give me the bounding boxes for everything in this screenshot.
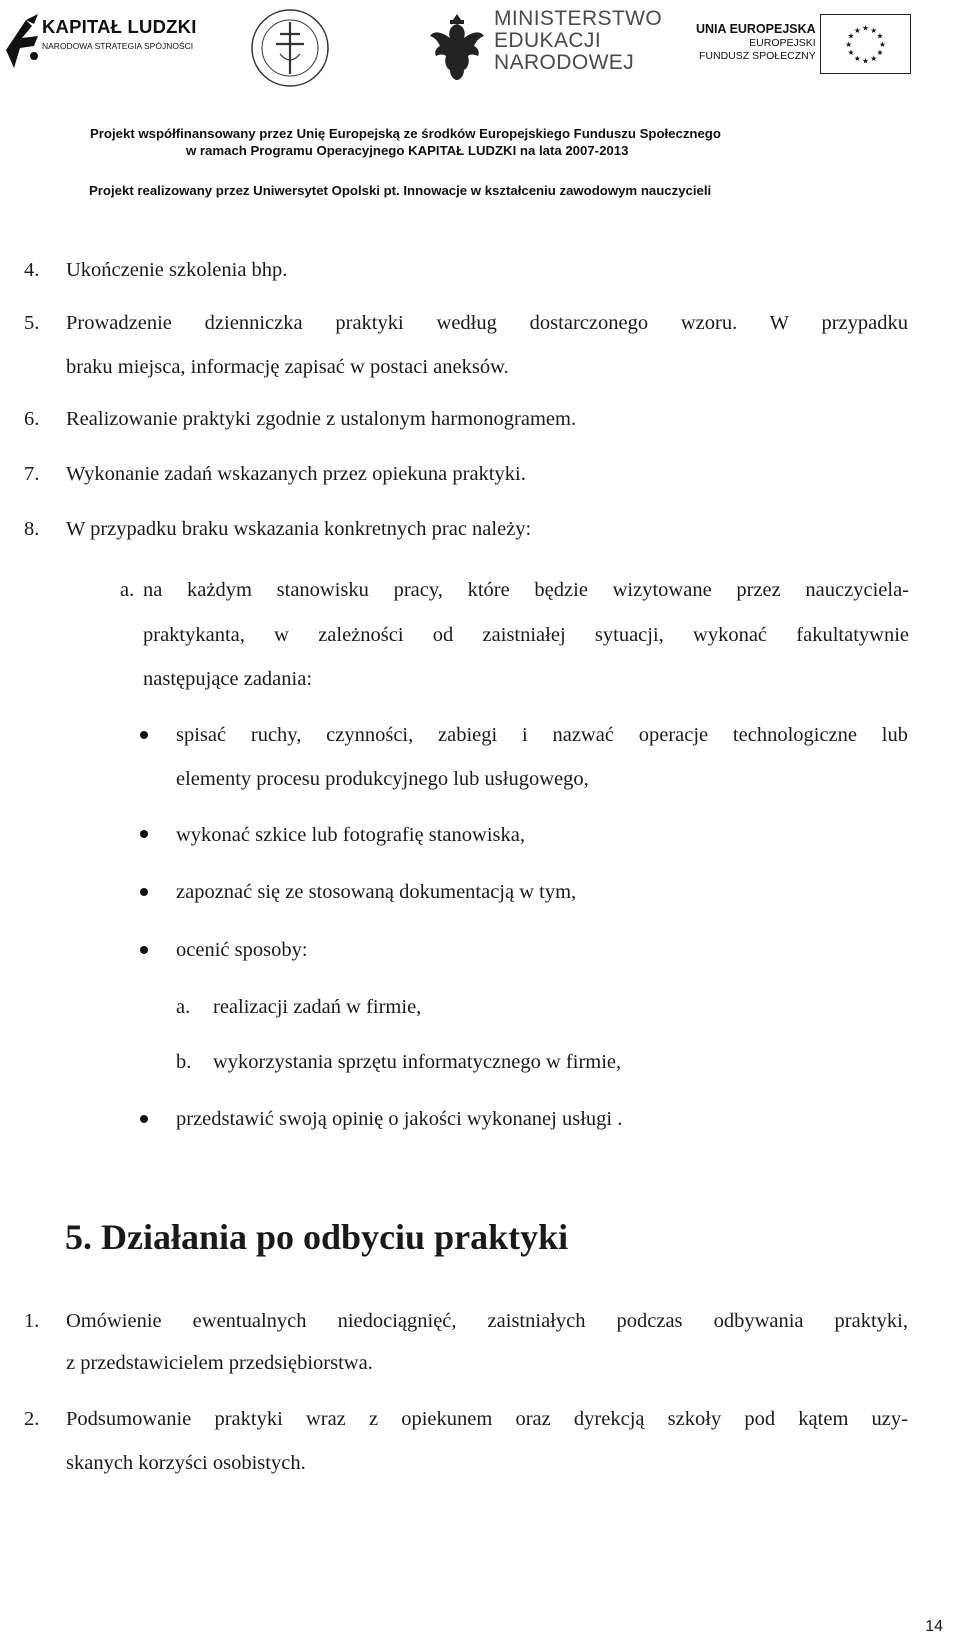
polish-eagle-emblem-icon <box>428 10 486 82</box>
eu-line: FUNDUSZ SPOŁECZNY <box>699 50 816 62</box>
list-item-text: z przedstawicielem przedsiębiorstwa. <box>66 1352 373 1374</box>
eu-line: UNIA EUROPEJSKA <box>696 22 816 36</box>
project-statement-line: Projekt realizowany przez Uniwersytet Opolski pt. Innowacje w kształceniu zawodowym nauczycieli <box>89 183 712 198</box>
sub-item-text: następujące zadania: <box>143 668 313 690</box>
list-number: 1. <box>24 1310 40 1332</box>
list-item-text: Ukończenie szkolenia bhp. <box>66 259 288 281</box>
list-number: 4. <box>24 259 40 281</box>
sub-item-letter: b. <box>176 1051 192 1073</box>
project-statement-line: w ramach Programu Operacyjnego KAPITAŁ LUDZKI na lata 2007-2013 <box>186 143 629 158</box>
bullet-icon <box>140 946 148 954</box>
svg-text:★: ★ <box>870 53 878 63</box>
ministry-line: MINISTERSTWO <box>494 7 663 30</box>
bullet-text: ocenić sposoby: <box>176 939 308 961</box>
svg-text:★: ★ <box>870 25 878 35</box>
bullet-text: spisać ruchy, czynności, zabiegi i nazwać operacje technologiczne lub <box>176 724 908 746</box>
sub-item-text: realizacji zadań w firmie, <box>213 996 422 1018</box>
list-number: 6. <box>24 408 40 430</box>
eu-fund-text <box>696 22 816 63</box>
list-number: 8. <box>24 518 40 540</box>
svg-text:★: ★ <box>847 31 855 41</box>
svg-text:★: ★ <box>876 31 884 41</box>
sub-item-text: praktykanta, w zależności od zaistniałej sytuacji, wykonać fakultatywnie <box>143 624 909 646</box>
bullet-icon <box>140 731 148 739</box>
kapital-ludzki-emblem-icon <box>4 12 44 72</box>
list-number: 5. <box>24 312 40 334</box>
eu-line: EUROPEJSKI <box>749 37 816 49</box>
svg-text:★: ★ <box>853 25 861 35</box>
section-heading: 5. Działania po odbyciu praktyki <box>65 1217 569 1257</box>
list-number: 2. <box>24 1408 40 1430</box>
svg-text:★: ★ <box>845 39 853 49</box>
university-seal-icon <box>250 8 330 88</box>
svg-text:★: ★ <box>847 48 855 58</box>
ministry-name <box>494 8 662 74</box>
ministry-line: EDUKACJI <box>494 29 602 52</box>
page-number: 14 <box>925 1618 943 1635</box>
bullet-icon <box>140 1115 148 1123</box>
list-item-text: Prowadzenie dzienniczka praktyki według dostarczonego wzoru. W przypadku <box>66 312 908 334</box>
svg-text:★: ★ <box>878 39 886 49</box>
bullet-text: wykonać szkice lub fotografię stanowiska, <box>176 824 525 846</box>
project-statement-line: Projekt współfinansowany przez Unię Europejską ze środków Europejskiego Funduszu Społecznego <box>90 126 721 141</box>
list-item-text: Wykonanie zadań wskazanych przez opiekuna praktyki. <box>66 463 526 485</box>
list-item-text: W przypadku braku wskazania konkretnych prac należy: <box>66 518 532 540</box>
svg-text:★: ★ <box>853 53 861 63</box>
list-item-text: Realizowanie praktyki zgodnie z ustalonym harmonogramem. <box>66 408 577 430</box>
ministry-line: NARODOWEJ <box>494 51 635 74</box>
kapital-ludzki-subtitle: NARODOWA STRATEGIA SPÓJNOŚCI <box>42 41 194 51</box>
sub-item-letter: a. <box>120 579 135 601</box>
list-item-text: braku miejsca, informację zapisać w postaci aneksów. <box>66 356 509 378</box>
bullet-icon <box>140 830 148 838</box>
list-item-text: Podsumowanie praktyki wraz z opiekunem oraz dyrekcją szkoły pod kątem uzy- <box>66 1408 908 1430</box>
bullet-text: elementy procesu produkcyjnego lub usługowego, <box>176 768 589 790</box>
list-item-text: Omówienie ewentualnych niedociągnięć, zaistniałych podczas odbywania praktyki, <box>66 1310 908 1332</box>
svg-text:★: ★ <box>862 23 869 33</box>
svg-text:★: ★ <box>876 48 884 58</box>
svg-text:★: ★ <box>862 56 869 66</box>
sub-item-text: na każdym stanowisku pracy, które będzie wizytowane przez nauczyciela- <box>143 579 909 601</box>
bullet-icon <box>140 888 148 896</box>
list-number: 7. <box>24 463 40 485</box>
kapital-ludzki-title: KAPITAŁ LUDZKI <box>42 16 197 37</box>
sub-item-text: wykorzystania sprzętu informatycznego w firmie, <box>213 1051 622 1073</box>
bullet-text: przedstawić swoją opinię o jakości wykonanej usługi . <box>176 1108 623 1130</box>
bullet-text: zapoznać się ze stosowaną dokumentacją w tym, <box>176 881 577 903</box>
sub-item-letter: a. <box>176 996 191 1018</box>
eu-flag-icon <box>820 14 911 74</box>
list-item-text: skanych korzyści osobistych. <box>66 1452 306 1474</box>
